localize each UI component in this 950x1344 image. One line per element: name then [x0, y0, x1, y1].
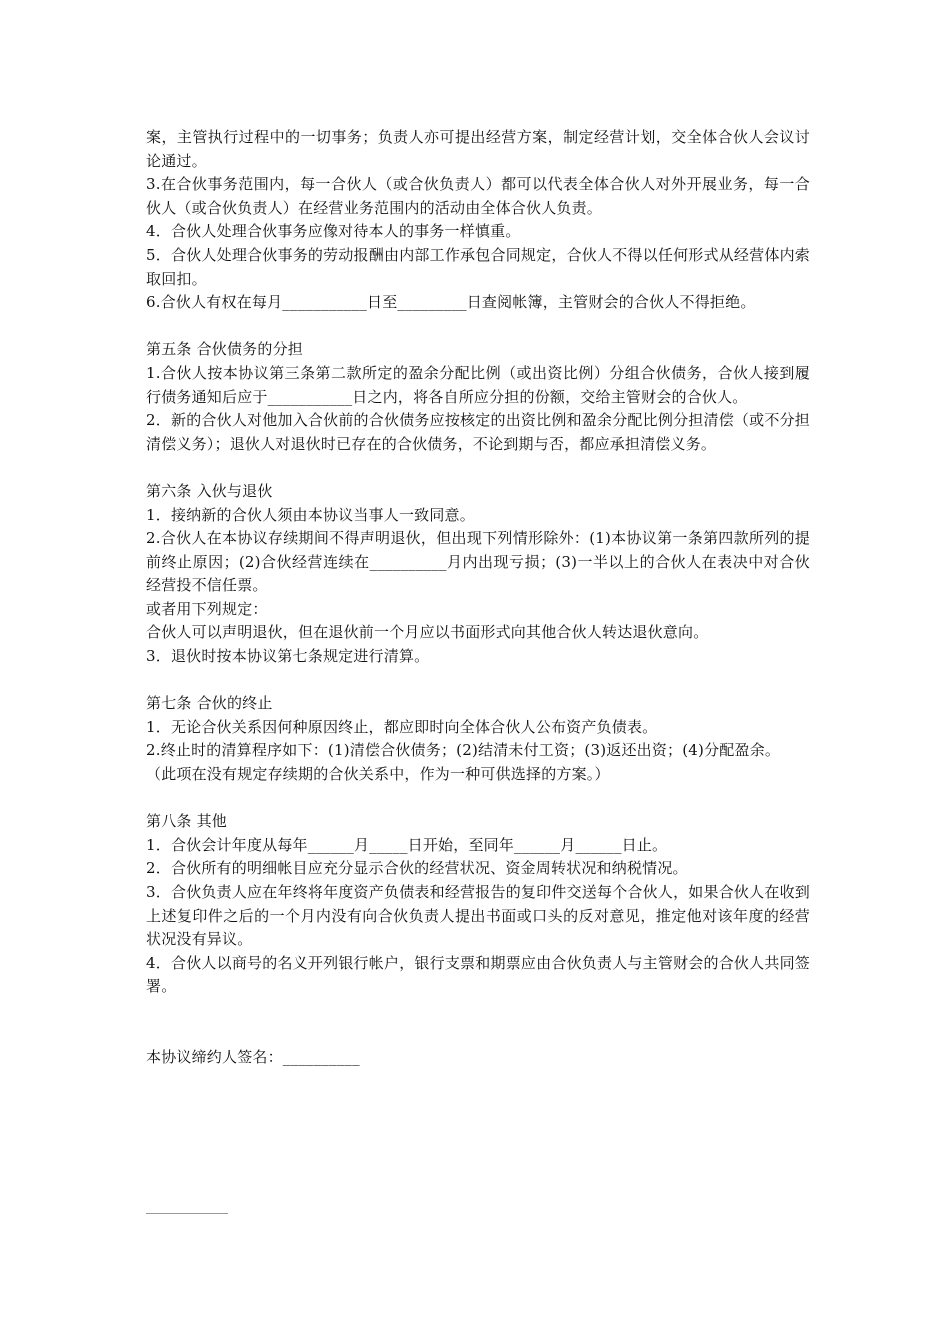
spacer: [146, 999, 810, 1046]
blank-underline: [146, 1213, 228, 1214]
article-heading: 第六条 入伙与退伙: [146, 481, 273, 500]
paragraph: 2．新的合伙人对他加入合伙前的合伙债务应按核定的出资比例和盈余分配比例分担清偿（或不分担清偿义务）；退伙人对退伙时已存在的合伙债务，不论到期与否，都应承担清偿义务。: [146, 411, 810, 453]
article-heading: 第八条 其他: [146, 812, 227, 831]
article-6: [146, 480, 810, 669]
paragraph: 3．合伙负责人应在年终将年度资产负债表和经营报告的复印件交送每个合伙人，如果合伙人在收到上述复印件之后的一个月内没有向合伙负责人提出书面或口头的反对意见，推定他对该年度的经营状况没有异议。: [146, 883, 810, 949]
paragraph: 合伙人可以声明退伙，但在退伙前一个月应以书面形式向其他合伙人转达退伙意向。: [146, 623, 709, 642]
article-heading: 第七条 合伙的终止: [146, 694, 273, 713]
paragraph: 3.在合伙事务范围内，每一合伙人（或合伙负责人）都可以代表全体合伙人对外开展业务，每一合伙人（或合伙负责人）在经营业务范围内的活动由全体合伙人负责。: [146, 175, 810, 217]
paragraph: 4．合伙人以商号的名义开列银行帐户，银行支票和期票应由合伙负责人与主管财会的合伙人共同签署。: [146, 953, 810, 996]
article-5: [146, 338, 810, 456]
intro-section: [146, 126, 810, 315]
paragraph: （此项在没有规定存续期的合伙关系中，作为一种可供选择的方案。）: [146, 765, 610, 784]
paragraph: 1．无论合伙关系因何种原因终止，都应即时向全体合伙人公布资产负债表。: [146, 717, 658, 736]
paragraph: 2．合伙所有的明细帐目应充分显示合伙的经营状况、资金周转状况和纳税情况。: [146, 859, 688, 878]
paragraph: 2.合伙人在本协议存续期间不得声明退伙，但出现下列情形除外：(1)本协议第一条第四款所列的提前终止原因；(2)合伙经营连续在__________月内出现亏损；(3)一半以上的合伙人在表决中对合伙经营投不信任票。: [146, 529, 810, 595]
article-7: [146, 692, 810, 786]
paragraph: 1．接纳新的合伙人须由本协议当事人一致同意。: [146, 505, 475, 524]
paragraph: 6.合伙人有权在每月___________日至_________日查阅帐簿，主管财会的合伙人不得拒绝。: [146, 293, 756, 312]
document-body: [146, 126, 810, 1070]
paragraph: 5．合伙人处理合伙事务的劳动报酬由内部工作承包合同规定，合伙人不得以任何形式从经营体内索取回扣。: [146, 245, 810, 288]
paragraph: 3．退伙时按本协议第七条规定进行清算。: [146, 647, 430, 666]
paragraph: 2.终止时的清算程序如下：(1)清偿合伙债务；(2)结清未付工资；(3)返还出资；(4)分配盈余。: [146, 741, 781, 760]
paragraph: 4．合伙人处理合伙事务应像对待本人的事务一样慎重。: [146, 222, 521, 241]
spacer: [146, 456, 810, 480]
paragraph: 或者用下列规定：: [146, 599, 268, 618]
paragraph: 案，主管执行过程中的一切事务；负责人亦可提出经营方案，制定经营计划，交全体合伙人会议讨论通过。: [146, 128, 810, 170]
article-heading: 第五条 合伙债务的分担: [146, 340, 303, 359]
paragraph: 1.合伙人按本协议第三条第二款所定的盈余分配比例（或出资比例）分组合伙债务，合伙人接到履行债务通知后应于___________日之内，将各自所应分担的份额，交给主管财会的合伙人。: [146, 363, 810, 406]
paragraph: 1．合伙会计年度从每年______月_____日开始，至同年______月______日止。: [146, 835, 668, 854]
article-8: [146, 810, 810, 999]
spacer: [146, 669, 810, 693]
spacer: [146, 787, 810, 811]
spacer: [146, 315, 810, 339]
signature-line: 本协议缔约人签名：__________: [146, 1047, 360, 1066]
